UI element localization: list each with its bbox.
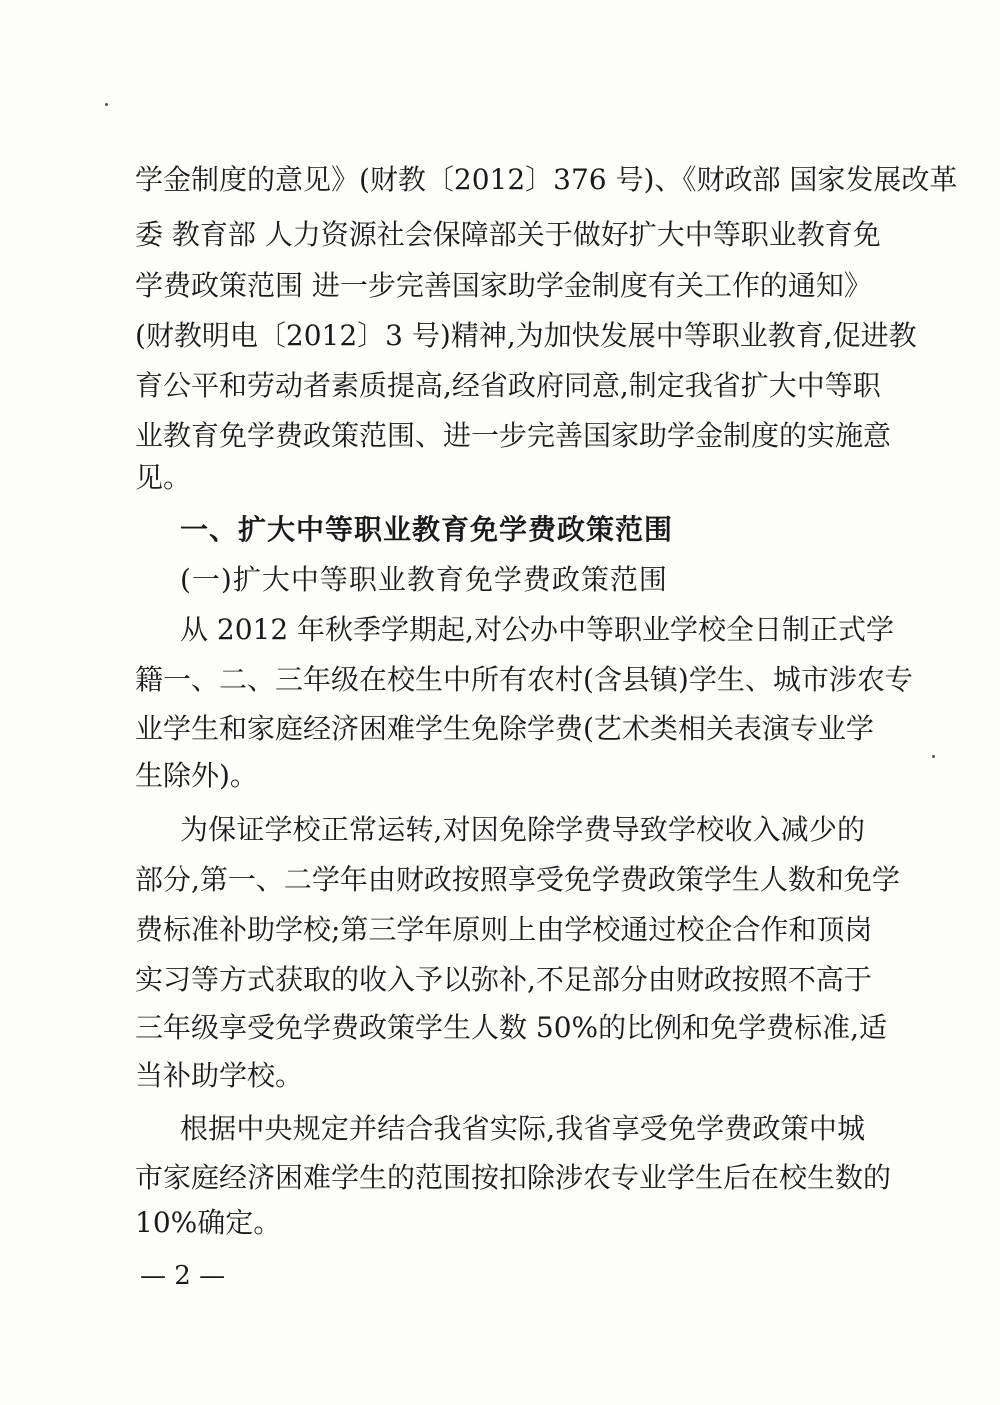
page-number: — 2 — <box>140 1261 226 1291</box>
paragraph-1-line-4: (财教明电〔2012〕3 号)精神,为加快发展中等职业教育,促进教 <box>135 319 917 352</box>
paragraph-3-line-5: 三年级享受免学费政策学生人数 50%的比例和免学费标准,适 <box>135 1011 888 1044</box>
paragraph-3-line-6: 当补助学校。 <box>135 1059 304 1092</box>
scan-speck <box>932 755 935 758</box>
paragraph-1-line-7: 见。 <box>135 461 192 494</box>
scan-speck <box>105 103 108 106</box>
paragraph-2-line-4: 生除外)。 <box>135 759 258 792</box>
paragraph-1-line-3: 学费政策范围 进一步完善国家助学金制度有关工作的通知》 <box>135 269 872 302</box>
paragraph-3-line-3: 费标准补助学校;第三学年原则上由学校通过校企合作和顶岗 <box>135 913 873 946</box>
paragraph-1-line-5: 育公平和劳动者素质提高,经省政府同意,制定我省扩大中等职 <box>135 369 881 402</box>
paragraph-3-line-1: 为保证学校正常运转,对因免除学费导致学校收入减少的 <box>180 813 865 846</box>
paragraph-1-line-1: 学金制度的意见》(财教〔2012〕376 号)、《财政部 国家发展改革 <box>135 163 958 196</box>
paragraph-4-line-1: 根据中央规定并结合我省实际,我省享受免学费政策中城 <box>180 1112 865 1145</box>
subsection-heading: (一)扩大中等职业教育免学费政策范围 <box>180 563 668 596</box>
paragraph-4-line-3: 10%确定。 <box>135 1206 282 1239</box>
paragraph-2-line-1: 从 2012 年秋季学期起,对公办中等职业学校全日制正式学 <box>180 613 894 646</box>
paragraph-1-line-6: 业教育免学费政策范围、进一步完善国家助学金制度的实施意 <box>135 419 892 452</box>
paragraph-2-line-3: 业学生和家庭经济困难学生免除学费(艺术类相关表演专业学 <box>135 712 874 745</box>
paragraph-2-line-2: 籍一、二、三年级在校生中所有农村(含县镇)学生、城市涉农专 <box>135 663 913 696</box>
section-heading: 一、扩大中等职业教育免学费政策范围 <box>180 513 674 546</box>
paragraph-3-line-2: 部分,第一、二学年由财政按照享受免学费政策学生人数和免学 <box>135 863 900 896</box>
paragraph-1-line-2: 委 教育部 人力资源社会保障部关于做好扩大中等职业教育免 <box>135 218 881 251</box>
paragraph-3-line-4: 实习等方式获取的收入予以弥补,不足部分由财政按照不高于 <box>135 963 872 996</box>
paragraph-4-line-2: 市家庭经济困难学生的范围按扣除涉农专业学生后在校生数的 <box>135 1161 892 1194</box>
